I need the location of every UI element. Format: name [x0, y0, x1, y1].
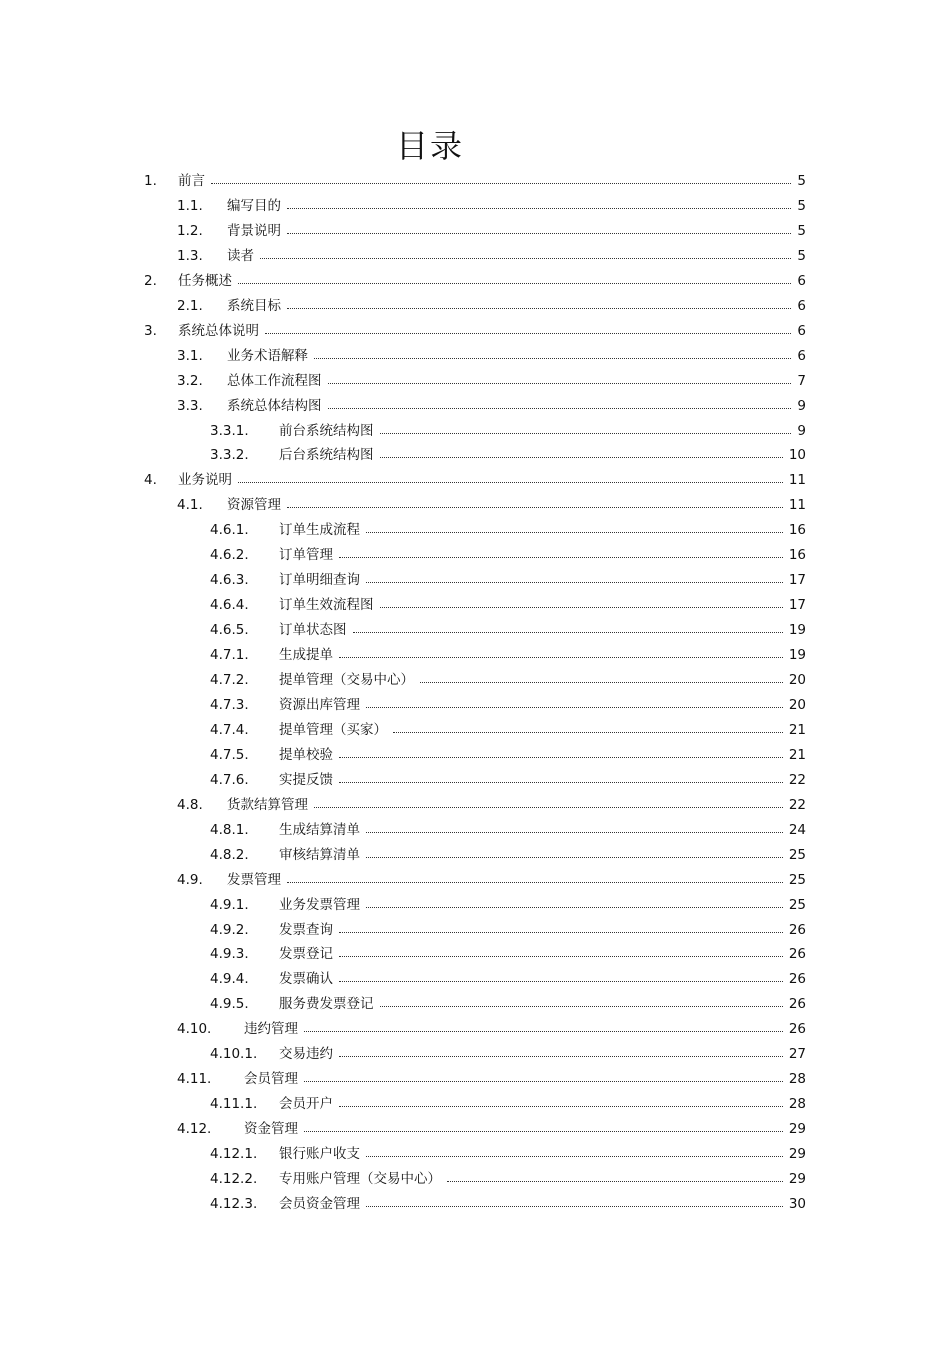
toc-entry-number: 4.9. — [177, 871, 203, 888]
toc-dot-leader — [366, 707, 783, 708]
toc-entry-number: 4.7.2. — [210, 672, 249, 688]
toc-entry-label: 服务费发票登记 — [279, 996, 374, 1013]
toc-entry-page: 5 — [797, 197, 806, 214]
toc-entry[interactable] — [0, 869, 950, 891]
toc-dot-leader — [380, 1006, 783, 1007]
toc-entry-page: 22 — [788, 796, 806, 813]
toc-dot-leader — [339, 956, 783, 957]
toc-entry-number: 3.2. — [177, 372, 203, 389]
toc-entry[interactable] — [0, 195, 950, 217]
toc-dot-leader — [366, 582, 783, 583]
toc-entry-label: 订单状态图 — [279, 622, 347, 639]
toc-entry-page: 5 — [797, 247, 806, 264]
toc-dot-leader — [211, 183, 791, 184]
toc-entry[interactable] — [0, 370, 950, 392]
toc-entry-number: 4.9.5. — [210, 996, 249, 1013]
toc-entry-number: 1.2. — [177, 222, 203, 239]
toc-dot-leader — [238, 283, 791, 284]
toc-entry[interactable] — [0, 943, 950, 965]
toc-entry-label: 货款结算管理 — [227, 796, 308, 813]
toc-entry[interactable] — [0, 794, 950, 816]
toc-entry-number: 3.1. — [177, 347, 203, 364]
toc-dot-leader — [339, 1056, 783, 1057]
toc-entry-number: 4.6.5. — [210, 622, 249, 639]
toc-entry-number: 4.9.4. — [210, 971, 249, 988]
toc-dot-leader — [328, 408, 792, 409]
toc-entry-label: 系统目标 — [227, 297, 281, 314]
toc-entry-label: 生成结算清单 — [279, 821, 360, 838]
toc-entry[interactable] — [0, 395, 950, 417]
toc-dot-leader — [420, 682, 783, 683]
toc-entry-page: 20 — [788, 672, 806, 688]
toc-dot-leader — [366, 857, 783, 858]
toc-entry-number: 4.11. — [177, 1071, 212, 1088]
toc-entry[interactable] — [0, 1168, 950, 1190]
toc-entry-number: 4.7.4. — [210, 721, 249, 738]
toc-entry-number: 4.7.5. — [210, 746, 249, 763]
toc-entry[interactable] — [0, 1143, 950, 1165]
toc-entry-label: 提单管理（买家） — [279, 721, 387, 738]
toc-entry-page: 6 — [797, 297, 806, 314]
toc-entry[interactable] — [0, 420, 950, 442]
toc-dot-leader — [353, 632, 783, 633]
toc-entry[interactable] — [0, 719, 950, 741]
toc-dot-leader — [366, 907, 783, 908]
toc-entry-number: 4.6.4. — [210, 597, 249, 614]
toc-entry-label: 提单管理（交易中心） — [279, 672, 414, 688]
toc-entry-page: 10 — [788, 447, 806, 464]
toc-entry-label: 交易违约 — [279, 1046, 333, 1063]
toc-entry[interactable] — [0, 819, 950, 841]
toc-entry-label: 提单校验 — [279, 746, 333, 763]
toc-entry-label: 后台系统结构图 — [279, 447, 374, 464]
toc-entry-label: 会员管理 — [244, 1071, 298, 1088]
toc-entry-page: 26 — [788, 971, 806, 988]
toc-entry[interactable] — [0, 1118, 950, 1140]
toc-dot-leader — [265, 333, 791, 334]
toc-entry-page: 29 — [788, 1146, 806, 1163]
toc-entry-page: 6 — [797, 322, 806, 339]
toc-entry-page: 26 — [788, 1021, 806, 1038]
toc-entry-number: 4.7.6. — [210, 771, 249, 788]
toc-entry-label: 系统总体结构图 — [227, 397, 322, 414]
toc-entry-number: 4.8.1. — [210, 821, 249, 838]
toc-entry[interactable] — [0, 694, 950, 716]
toc-entry[interactable] — [0, 919, 950, 941]
toc-entry-page: 19 — [788, 622, 806, 639]
toc-entry-page: 6 — [797, 272, 806, 289]
toc-dot-leader — [304, 1131, 783, 1132]
toc-entry-number: 4.9.2. — [210, 921, 249, 938]
toc-entry-number: 4.9.1. — [210, 896, 249, 913]
toc-entry-label: 订单生成流程 — [279, 522, 360, 539]
toc-entry-label: 发票查询 — [279, 921, 333, 938]
toc-dot-leader — [260, 258, 791, 259]
toc-entry-number: 4.10.1. — [210, 1046, 258, 1063]
toc-entry-number: 4.11.1. — [210, 1096, 258, 1113]
toc-dot-leader — [366, 832, 783, 833]
toc-entry-page: 20 — [788, 696, 806, 713]
toc-entry-label: 会员资金管理 — [279, 1195, 360, 1212]
toc-entry-label: 总体工作流程图 — [227, 372, 322, 389]
toc-entry-number: 4. — [144, 472, 157, 489]
toc-entry-page: 16 — [788, 522, 806, 539]
toc-entry-number: 4.12.2. — [210, 1171, 258, 1187]
toc-dot-leader — [339, 757, 783, 758]
toc-dot-leader — [287, 308, 791, 309]
toc-entry[interactable] — [0, 968, 950, 990]
toc-entry-page: 27 — [788, 1046, 806, 1063]
toc-entry[interactable] — [0, 1068, 950, 1090]
toc-entry-label: 资源管理 — [227, 497, 281, 514]
toc-entry-label: 银行账户收支 — [279, 1146, 360, 1163]
toc-dot-leader — [238, 482, 783, 483]
toc-entry[interactable] — [0, 594, 950, 616]
toc-entry-label: 生成提单 — [279, 647, 333, 664]
toc-dot-leader — [393, 732, 783, 733]
toc-entry-page: 21 — [788, 746, 806, 763]
toc-dot-leader — [287, 507, 783, 508]
toc-entry[interactable] — [0, 744, 950, 766]
toc-entry-number: 4.12. — [177, 1121, 212, 1138]
toc-entry-label: 发票确认 — [279, 971, 333, 988]
toc-entry[interactable] — [0, 569, 950, 591]
toc-dot-leader — [339, 1106, 783, 1107]
toc-entry-page: 5 — [797, 173, 806, 189]
toc-dot-leader — [314, 807, 783, 808]
toc-entry-page: 7 — [797, 372, 806, 389]
toc-entry-label: 业务发票管理 — [279, 896, 360, 913]
toc-entry[interactable] — [0, 345, 950, 367]
toc-entry-page: 26 — [788, 921, 806, 938]
toc-entry-page: 26 — [788, 996, 806, 1013]
toc-entry-page: 28 — [788, 1096, 806, 1113]
toc-entry-number: 3.3. — [177, 397, 203, 414]
toc-entry-page: 6 — [797, 347, 806, 364]
toc-entry[interactable] — [0, 544, 950, 566]
toc-entry[interactable] — [0, 270, 950, 292]
toc-entry-label: 系统总体说明 — [178, 322, 259, 339]
toc-entry-number: 2. — [144, 272, 157, 289]
toc-dot-leader — [366, 1156, 783, 1157]
toc-entry-number: 1. — [144, 173, 157, 189]
toc-entry-page: 30 — [788, 1195, 806, 1212]
toc-entry[interactable] — [0, 494, 950, 516]
toc-entry[interactable] — [0, 245, 950, 267]
toc-entry[interactable] — [0, 993, 950, 1015]
toc-entry-label: 订单管理 — [279, 547, 333, 564]
toc-entry[interactable] — [0, 894, 950, 916]
page-title: 目录 — [395, 127, 464, 165]
toc-dot-leader — [304, 1031, 783, 1032]
toc-entry-page: 26 — [788, 946, 806, 963]
toc-entry-number: 2.1. — [177, 297, 203, 314]
toc-entry[interactable] — [0, 1193, 950, 1215]
toc-entry-page: 21 — [788, 721, 806, 738]
toc-entry[interactable] — [0, 1093, 950, 1115]
toc-entry-number: 4.7.3. — [210, 696, 249, 713]
toc-dot-leader — [328, 383, 792, 384]
toc-dot-leader — [366, 1206, 783, 1207]
toc-entry[interactable] — [0, 469, 950, 491]
toc-entry-number: 4.7.1. — [210, 647, 249, 664]
toc-entry-label: 资源出库管理 — [279, 696, 360, 713]
toc-entry[interactable] — [0, 1043, 950, 1065]
toc-entry-label: 发票管理 — [227, 871, 281, 888]
toc-dot-leader — [287, 208, 791, 209]
toc-entry-label: 发票登记 — [279, 946, 333, 963]
toc-entry[interactable] — [0, 619, 950, 641]
toc-entry[interactable] — [0, 519, 950, 541]
toc-entry[interactable] — [0, 644, 950, 666]
toc-entry[interactable] — [0, 444, 950, 466]
toc-entry-label: 实提反馈 — [279, 771, 333, 788]
toc-entry-label: 专用账户管理（交易中心） — [279, 1171, 441, 1187]
toc-entry-label: 读者 — [227, 247, 254, 264]
toc-entry-number: 4.12.3. — [210, 1195, 258, 1212]
toc-entry-number: 4.8. — [177, 796, 203, 813]
toc-entry-page: 25 — [788, 896, 806, 913]
toc-dot-leader — [380, 607, 783, 608]
toc-entry-label: 会员开户 — [279, 1096, 333, 1113]
toc-entry-label: 订单明细查询 — [279, 572, 360, 589]
toc-entry-page: 11 — [788, 497, 806, 514]
toc-entry[interactable] — [0, 669, 950, 691]
toc-entry-page: 19 — [788, 647, 806, 664]
toc-dot-leader — [339, 981, 783, 982]
toc-dot-leader — [380, 457, 783, 458]
toc-entry-page: 16 — [788, 547, 806, 564]
toc-entry-page: 9 — [797, 422, 806, 439]
toc-entry[interactable] — [0, 769, 950, 791]
toc-entry-number: 4.6.2. — [210, 547, 249, 564]
toc-entry-label: 业务术语解释 — [227, 347, 308, 364]
toc-entry-label: 背景说明 — [227, 222, 281, 239]
toc-entry-number: 3. — [144, 322, 157, 339]
toc-entry-label: 前台系统结构图 — [279, 422, 374, 439]
toc-entry-label: 任务概述 — [178, 272, 232, 289]
toc-entry-label: 违约管理 — [244, 1021, 298, 1038]
toc-entry-number: 4.1. — [177, 497, 203, 514]
toc-entry-number: 4.9.3. — [210, 946, 249, 963]
toc-entry-label: 业务说明 — [178, 472, 232, 489]
toc-dot-leader — [314, 358, 791, 359]
toc-entry[interactable] — [0, 295, 950, 317]
toc-dot-leader — [339, 782, 783, 783]
toc-dot-leader — [339, 932, 783, 933]
toc-dot-leader — [380, 433, 792, 434]
toc-entry[interactable] — [0, 1018, 950, 1040]
toc-entry[interactable] — [0, 844, 950, 866]
toc-entry-page: 25 — [788, 871, 806, 888]
toc-entry-number: 4.8.2. — [210, 846, 249, 863]
toc-entry-page: 9 — [797, 397, 806, 414]
toc-dot-leader — [366, 532, 783, 533]
toc-entry[interactable] — [0, 220, 950, 242]
toc-entry-page: 28 — [788, 1071, 806, 1088]
toc-entry[interactable] — [0, 170, 950, 192]
toc-entry-number: 1.3. — [177, 247, 203, 264]
toc-entry-page: 25 — [788, 846, 806, 863]
toc-dot-leader — [287, 233, 791, 234]
toc-entry-label: 前言 — [178, 173, 205, 189]
toc-entry-page: 17 — [788, 572, 806, 589]
toc-entry-page: 11 — [788, 472, 806, 489]
toc-entry-page: 29 — [788, 1171, 806, 1187]
toc-entry-number: 4.10. — [177, 1021, 212, 1038]
toc-entry-page: 29 — [788, 1121, 806, 1138]
toc-dot-leader — [339, 557, 783, 558]
toc-entry-label: 订单生效流程图 — [279, 597, 374, 614]
toc-entry-page: 5 — [797, 222, 806, 239]
toc-entry-number: 1.1. — [177, 197, 203, 214]
toc-dot-leader — [447, 1181, 783, 1182]
toc-entry-number: 4.6.1. — [210, 522, 249, 539]
toc-dot-leader — [304, 1081, 783, 1082]
toc-entry-number: 4.12.1. — [210, 1146, 258, 1163]
toc-dot-leader — [287, 882, 783, 883]
toc-dot-leader — [339, 657, 783, 658]
toc-entry[interactable] — [0, 320, 950, 342]
toc-entry-number: 3.3.2. — [210, 447, 249, 464]
toc-entry-label: 审核结算清单 — [279, 846, 360, 863]
toc-entry-label: 编写目的 — [227, 197, 281, 214]
toc-entry-page: 17 — [788, 597, 806, 614]
toc-entry-page: 22 — [788, 771, 806, 788]
toc-entry-number: 4.6.3. — [210, 572, 249, 589]
toc-entry-number: 3.3.1. — [210, 422, 249, 439]
toc-entry-page: 24 — [788, 821, 806, 838]
toc-entry-label: 资金管理 — [244, 1121, 298, 1138]
